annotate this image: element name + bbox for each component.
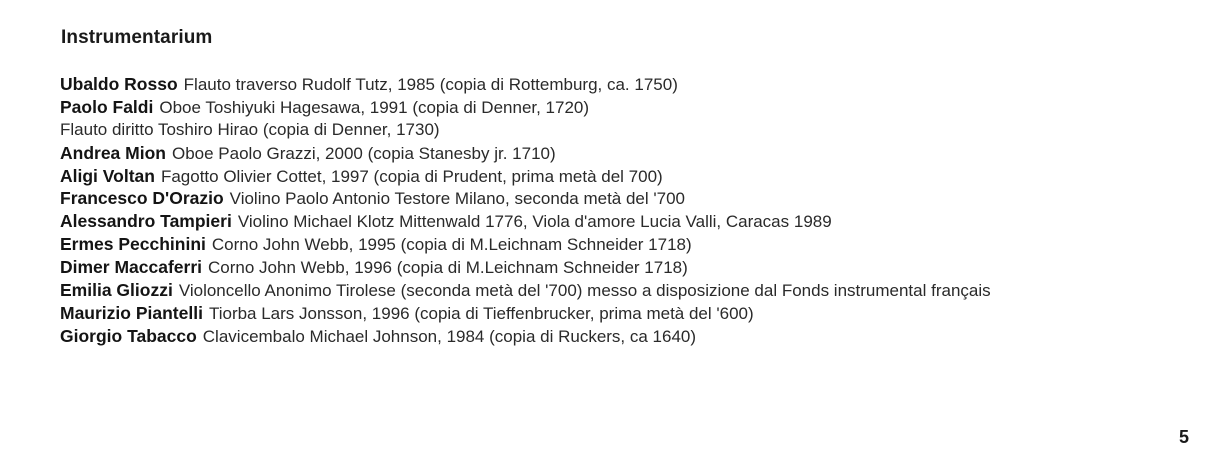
performer-name: Alessandro Tampieri: [60, 211, 232, 232]
performer-name: Andrea Mion: [60, 142, 166, 163]
instrument-list: [60, 73, 1200, 348]
instrument-description: Oboe Toshiyuki Hagesawa, 1991 (copia di Denner, 1720): [159, 97, 590, 117]
performer-name: Giorgio Tabacco: [60, 325, 197, 346]
list-item: [60, 302, 1200, 325]
list-item: [60, 119, 1200, 142]
instrument-description: Clavicembalo Michael Johnson, 1984 (copia di Ruckers, ca 1640): [202, 326, 697, 346]
performer-name: Paolo Faldi: [60, 96, 154, 117]
instrument-description: Fagotto Olivier Cottet, 1997 (copia di Prudent, prima metà del 700): [160, 166, 663, 186]
performer-name: Maurizio Piantelli: [60, 302, 203, 323]
list-item: [60, 165, 1200, 188]
instrument-description: Violino Michael Klotz Mittenwald 1776, Viola d'amore Lucia Valli, Caracas 1989: [237, 212, 832, 232]
list-item: [60, 256, 1200, 279]
instrument-description: Flauto diritto Toshiro Hirao (copia di Denner, 1730): [60, 119, 440, 139]
performer-name: Francesco D'Orazio: [60, 188, 224, 209]
list-item: [60, 142, 1200, 165]
performer-name: Emilia Gliozzi: [60, 280, 173, 301]
instrument-description: Corno John Webb, 1995 (copia di M.Leichnam Schneider 1718): [211, 235, 692, 255]
instrument-description: Violino Paolo Antonio Testore Milano, seconda metà del '700: [229, 189, 685, 209]
list-item: [60, 325, 1200, 348]
list-item: [60, 187, 1200, 210]
list-item: [60, 210, 1200, 233]
performer-name: Ubaldo Rosso: [60, 74, 178, 94]
performer-name: Aligi Voltan: [60, 165, 155, 186]
instrument-description: Flauto traverso Rudolf Tutz, 1985 (copia di Rottemburg, ca. 1750): [183, 75, 678, 94]
list-item: [60, 96, 1200, 119]
list-item: [60, 233, 1200, 256]
performer-name: Ermes Pecchinini: [60, 234, 206, 255]
instrument-description: Violoncello Anonimo Tirolese (seconda metà del '700) messo a disposizione dal Fonds instrumental français: [178, 281, 991, 301]
instrument-description: Oboe Paolo Grazzi, 2000 (copia Stanesby jr. 1710): [171, 143, 556, 163]
list-item: [60, 73, 1200, 96]
instrument-description: Corno John Webb, 1996 (copia di M.Leichnam Schneider 1718): [208, 258, 688, 278]
list-item: [60, 279, 1200, 302]
instrument-description: Tiorba Lars Jonsson, 1996 (copia di Tieffenbrucker, prima metà del '600): [208, 303, 754, 323]
performer-name: Dimer Maccaferri: [60, 257, 203, 278]
section-heading: Instrumentarium: [61, 27, 213, 48]
page-number: 5: [1178, 427, 1189, 447]
